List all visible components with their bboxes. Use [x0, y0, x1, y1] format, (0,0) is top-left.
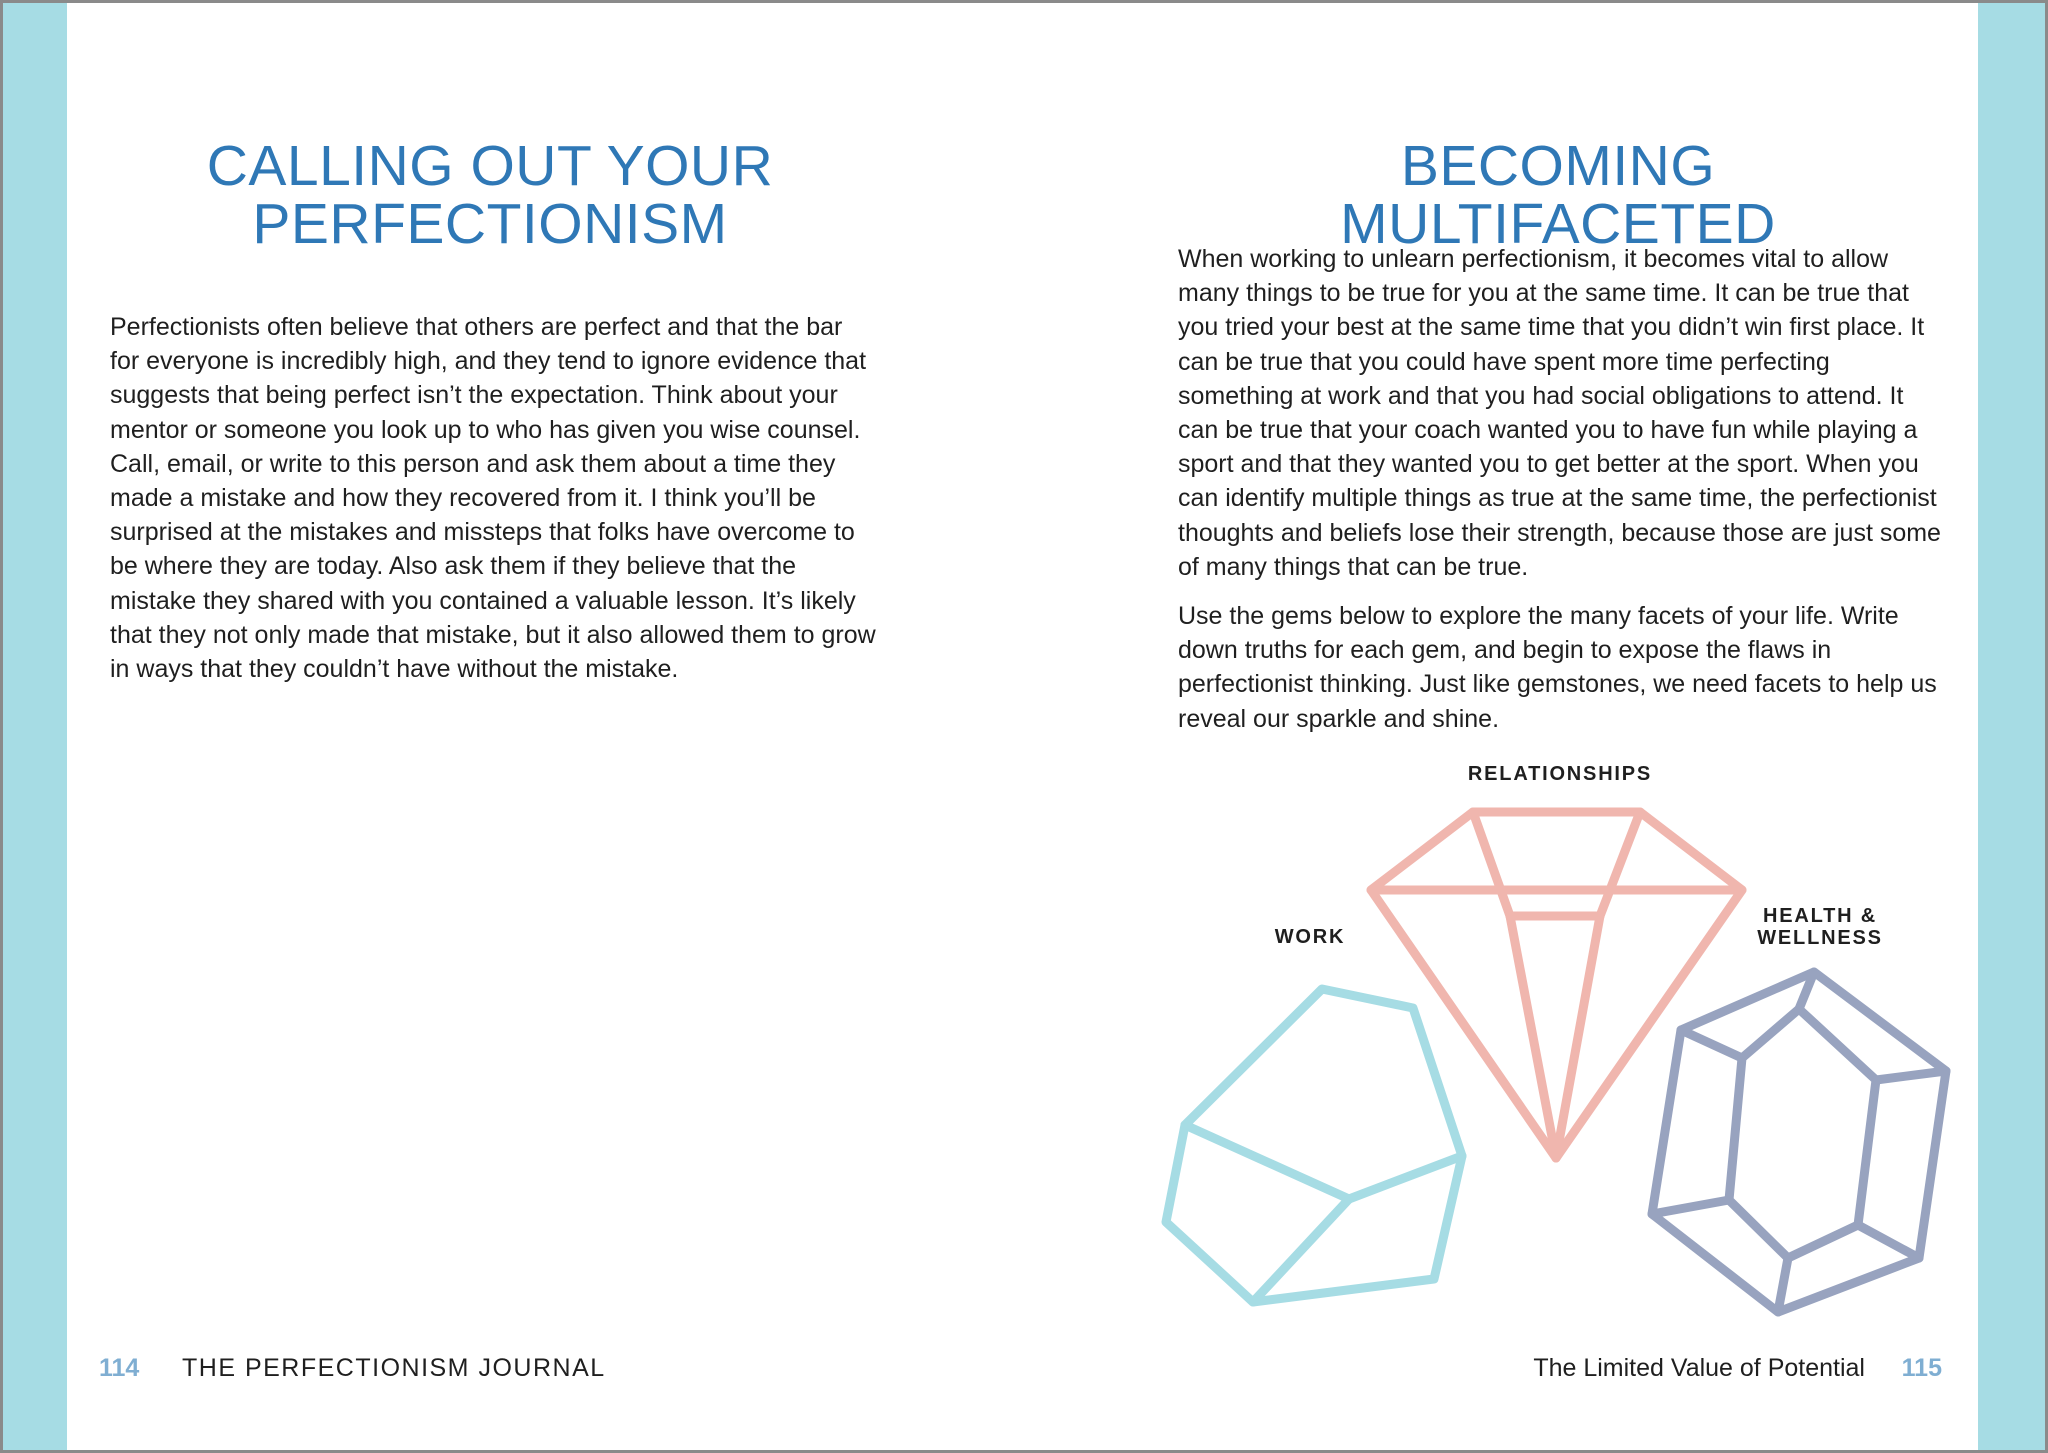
work-label: WORK	[1274, 926, 1346, 948]
relationships-label: RELATIONSHIPS	[1467, 763, 1653, 785]
left-heading-line-1: CALLING OUT YOUR	[206, 134, 774, 198]
work-gem-icon	[1166, 989, 1462, 1302]
right-heading-line: BECOMING MULTIFACETED	[1340, 134, 1776, 256]
left-paragraph-1: Perfectionists often believe that others are perfect and that the bar for everyone is incredibly high, and they tend to ignore evidence that suggests that being perfect isn’t the expectation. Think about your mentor or someone you look up to who has given you wise counsel. Call, email, or write to this person and ask them about a time they made a mistake and how they recovered from it. I think you’ll be surprised at the mistakes and missteps that folks have overcome to be where they are today. Also ask them if they believe that the mistake they shared with you contained a valuable lesson. It’s likely that they not only made that mistake, but it also allowed them to grow in ways that they couldn’t have without the mistake.	[110, 313, 876, 684]
health-wellness-gem-icon	[1652, 972, 1946, 1312]
right-paragraph-2: Use the gems below to explore the many facets of your life. Write down truths for each gem, and begin to expose the flaws in perfectionist thinking. Just like gemstones, we need facets to help us reveal our sparkle and shine.	[1178, 602, 1937, 733]
right-paragraph-1: When working to unlearn perfectionism, it becomes vital to allow many things to be true for you at the same time. It can be true that you tried your best at the same time that you didn’t win first place. It can be true that you could have spent more time perfecting something at work and that you had social obligations to attend. It can be true that your coach wanted you to have fun while playing a sport and that they wanted you to get better at the sport. When you can identify multiple things as true at the same time, the perfectionist thoughts and beliefs lose their strength, because those are just some of many things that can be true.	[1178, 245, 1941, 581]
health-wellness-label: HEALTH & WELLNESS	[1757, 905, 1883, 949]
relationships-gem-icon	[1371, 812, 1742, 1158]
left-running-title: THE PERFECTIONISM JOURNAL	[182, 1354, 606, 1382]
right-running-title: The Limited Value of Potential	[1533, 1354, 1865, 1382]
right-page-number: 115	[1901, 1354, 1942, 1382]
left-page-number: 114	[99, 1354, 140, 1382]
left-heading-line-2: PERFECTIONISM	[252, 192, 728, 256]
